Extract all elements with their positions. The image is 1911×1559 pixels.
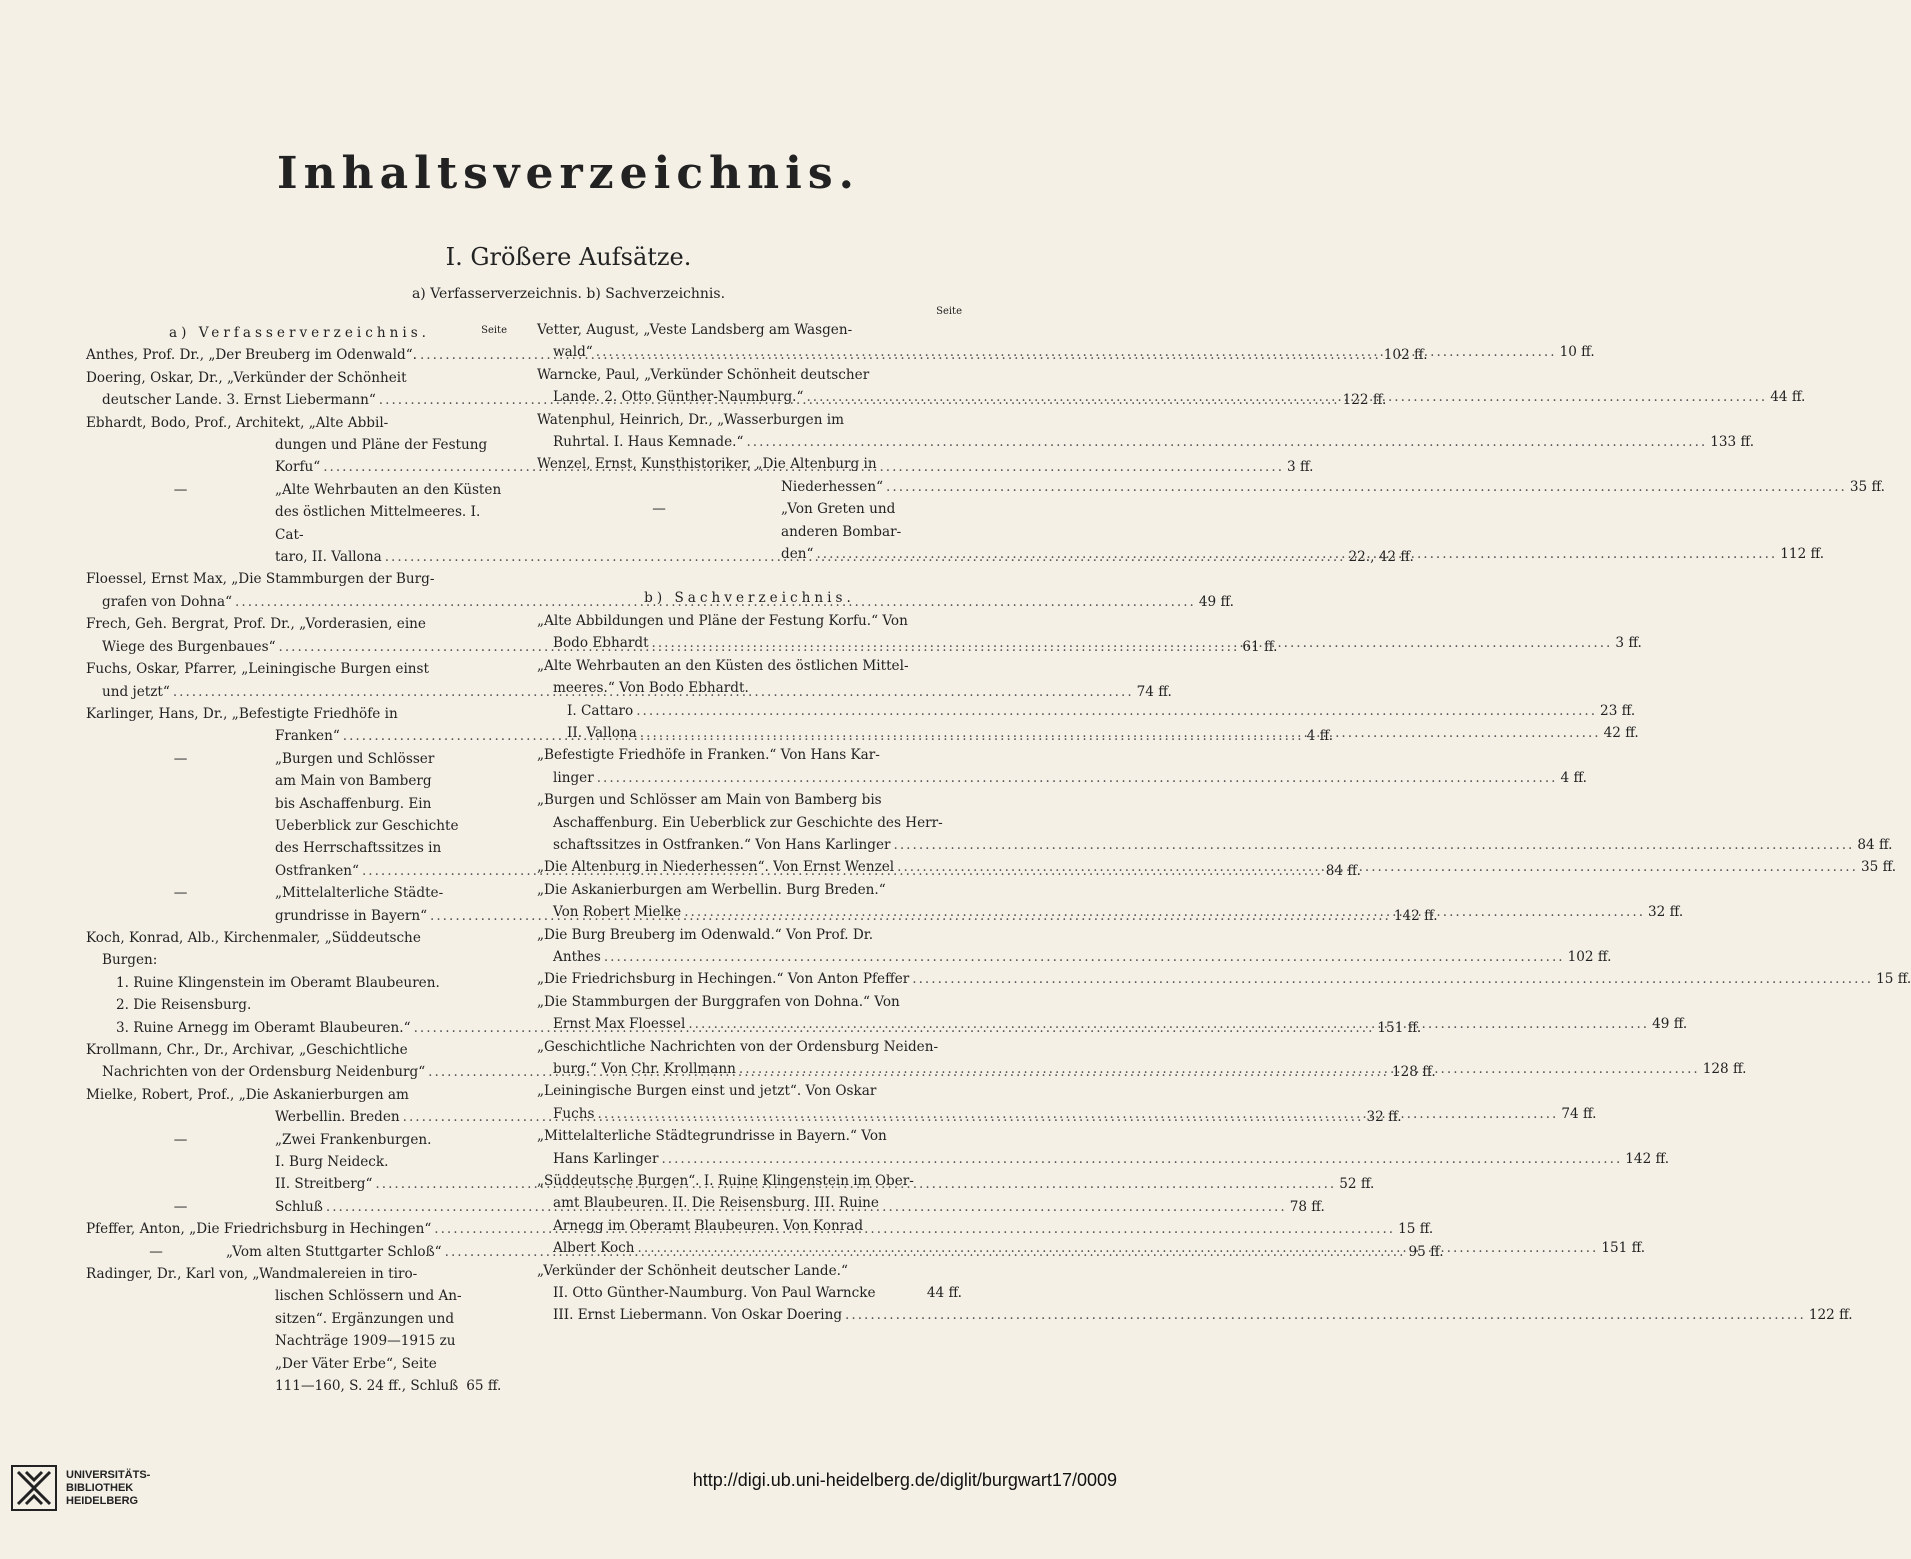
leader-dots [739,1058,1700,1080]
index-entry: Mielke, Robert, Prof., „Die Askanierburgen am [86,1086,409,1103]
index-entry-cont: lischen Schlössern und An- [275,1288,462,1305]
index-entry-cont [537,700,1636,722]
leader-dots [845,1304,1806,1326]
index-entry-cont [537,1304,1853,1326]
page-title: Inhaltsverzeichnis. [277,148,860,199]
entry-page: 15 ff. [1398,1221,1434,1238]
index-entry: Vetter, August, „Veste Landsberg am Wasgen- [537,322,853,338]
leader-dots [640,722,1601,744]
entry-text: Anthes, Prof. Dr., „Der Breuberg im Odenwald“. [86,347,417,364]
entry-text: „Alte Wehrbauten an den Küsten [275,481,502,498]
index-entry-cont [537,834,1893,856]
index-entry-cont [537,431,1755,453]
entry-page: 133 ff. [1710,434,1755,451]
entry-text: und jetzt“ [102,683,170,700]
entry-page: 128 ff. [1702,1061,1747,1077]
entry-text: „Vom alten Stuttgarter Schloß“ [226,1243,442,1260]
leader-dots [684,901,1645,923]
index-entry: Wenzel, Ernst, Kunsthistoriker, „Die Altenburg in [537,456,877,473]
entry-page: 74 ff. [1136,683,1172,700]
entry-page: 32 ff. [1648,904,1684,921]
index-entry: „Burgen und Schlösser am Main von Bamberg bis [537,792,882,809]
index-entry [86,344,1428,366]
entry-text: II. Streitberg“ [275,1176,373,1193]
index-entry [86,479,513,501]
index-entry: „Befestigte Friedhöfe in Franken.“ Von Hans Kar- [537,747,880,764]
index-entry: Watenphul, Heinrich, Dr., „Wasserburgen im [537,411,845,428]
ditto-dash: — [173,885,188,902]
index-entry-cont: Nachträge 1909—1915 zu [275,1333,456,1350]
index-entry: „Die Burg Breuberg im Odenwald.“ Von Prof. Dr. [537,926,874,943]
ditto-dash: — [149,1243,163,1260]
entry-text: grafen von Dohna“ [102,593,233,610]
entry-text: grundrisse in Bayern“ [275,907,428,924]
entry-text: Ostfranken“ [275,862,359,879]
entry-text: I. Cattaro [567,702,634,719]
index-entry [537,498,962,520]
entry-page: 142 ff. [1393,907,1438,924]
entry-text: II. Vallona [567,724,637,741]
entry-text: Albert Koch [553,1240,635,1257]
leader-dots [912,968,1873,990]
entry-text: Niederhessen“ [781,478,884,495]
subject-index-heading: b) Sachverzeichnis. [644,590,855,607]
entry-page: 74 ff. [1561,1105,1597,1122]
author-index-heading-text: a) Verfasserverzeichnis. [168,325,431,341]
index-entry: Doering, Oskar, Dr., „Verkünder der Schönheit [86,369,407,386]
index-entry: Frech, Geh. Bergrat, Prof. Dr., „Vorderasien, eine [86,616,426,633]
entry-page: 15 ff. [1876,971,1911,988]
index-entry-cont: 1. Ruine Klingenstein im Oberamt Blaubeuren. [116,974,440,991]
entry-page: 95 ff. [1408,1243,1444,1260]
index-entry-cont [537,476,1885,498]
entry-text: „Burgen und Schlösser [275,750,435,767]
index-entry: „Verkünder der Schönheit deutscher Lande.“ [537,1262,848,1279]
index-entry [86,882,513,904]
index-entry: „Die Stammburgen der Burggrafen von Dohna.“ Von [537,993,900,1010]
leader-dots [688,1013,1649,1035]
index-entry: Ebhardt, Bodo, Prof., Architekt, „Alte Abbil- [86,414,389,431]
entry-page: 44 ff. [926,1285,962,1302]
leader-dots [897,856,1858,878]
ditto-dash: — [173,1198,188,1215]
ditto-dash: — [173,481,188,498]
leader-dots [652,632,1613,654]
index-entry: „Mittelalterliche Städtegrundrisse in Bayern.“ Von [537,1128,887,1145]
index-entry: Karlinger, Hans, Dr., „Befestigte Friedhöfe in [86,705,398,722]
leader-dots [816,543,1777,565]
index-entry-cont: sitzen“. Ergänzungen und [275,1310,455,1327]
index-entry-cont [537,1058,1747,1080]
index-entry: „Alte Abbildungen und Pläne der Festung Korfu.“ Von [537,612,908,629]
library-seal-icon [10,1464,58,1512]
library-name-line: UNIVERSITÄTS- [66,1468,151,1481]
entry-text: Wiege des Burgenbaues“ [102,638,276,655]
index-entry-cont: 2. Die Reisensburg. [116,997,252,1014]
index-entry-cont: Burgen: [102,952,158,969]
entry-page: 78 ff. [1289,1198,1325,1215]
index-entry-cont [86,1375,513,1397]
entry-text: Nachrichten von der Ordensburg Neidenburg“ [102,1064,426,1081]
index-entry-cont [537,1148,1670,1170]
entry-text: 3. Ruine Arnegg im Oberamt Blaubeuren.“ [116,1019,411,1036]
entry-text: „Die Friedrichsburg in Hechingen.“ Von Anton Pfeffer [537,971,910,988]
entry-text: wald“ [553,344,593,361]
leader-dots [638,1237,1599,1259]
index-entry: Krollmann, Chr., Dr., Archivar, „Geschichtliche [86,1042,408,1058]
leader-dots [886,476,1847,498]
leader-dots [746,431,1707,453]
ditto-dash: — [173,750,188,767]
author-index-heading [86,322,513,344]
index-entry: Koch, Konrad, Alb., Kirchenmaler, „Süddeutsche [86,929,421,946]
index-entry [86,1129,513,1151]
index-entry-cont: Ueberblick zur Geschichte [275,817,459,834]
entry-text: „Die Altenburg in Niederhessen“. Von Ernst Wenzel [537,859,895,876]
entry-page: 42 ff. [1603,724,1639,741]
index-entry [537,968,1911,990]
entry-text: Fuchs [553,1105,595,1122]
entry-text: Ruhrtal. I. Haus Kemnade.“ [553,434,744,451]
library-name [66,1469,150,1508]
entry-text: deutscher Lande. 3. Ernst Liebermann“ [102,392,376,409]
index-entry: „Leiningische Burgen einst und jetzt“. Von Oskar [537,1083,877,1100]
index-entry-cont: des Herrschaftssitzes in [275,840,442,857]
index-entry-cont [537,946,1612,968]
ditto-dash: — [652,501,666,518]
leader-dots [598,1103,1559,1125]
leader-dots [636,700,1597,722]
entry-text: „Zwei Frankenburgen. [275,1131,432,1148]
section-title: I. Größere Aufsätze. [445,243,692,271]
entry-page: 102 ff. [1383,347,1428,364]
index-entry-cont: amt Blaubeuren. II. Die Reisensburg. III. Ruine [553,1195,879,1212]
index-entry-cont: bis Aschaffenburg. Ein [275,795,432,812]
ditto-dash: — [173,1131,188,1148]
entry-text: linger [553,769,594,786]
index-entry: Radinger, Dr., Karl von, „Wandmalereien in tiro- [86,1266,418,1283]
entry-text: Hans Karlinger [553,1150,659,1167]
index-entry-cont: am Main von Bamberg [275,773,432,790]
index-entry-cont [537,1282,962,1304]
entry-page: 112 ff. [1780,546,1825,563]
entry-text: 111—160, S. 24 ff., Schluß [275,1378,459,1395]
section-subtitle: a) Verfasserverzeichnis. b) Sachverzeichnis. [411,286,726,302]
index-entry: Warncke, Paul, „Verkünder Schönheit deutscher [537,366,870,383]
index-entry: „Geschichtliche Nachrichten von der Ordensburg Neiden- [537,1038,939,1055]
entry-page: 65 ff. [466,1378,502,1395]
entry-page: 151 ff. [1601,1240,1646,1257]
entry-text: Schluß [275,1198,323,1215]
entry-page: 4 ff. [1306,728,1334,745]
entry-page: 142 ff. [1625,1150,1670,1167]
entry-page: 102 ff. [1567,948,1612,965]
entry-text: „Von Greten und [781,501,896,518]
entry-page: 32 ff. [1366,1109,1402,1126]
entry-page: 49 ff. [1198,593,1234,610]
index-entry-cont: meeres.“ Von Bodo Ebhardt. [553,680,749,697]
entry-page: 44 ff. [1770,389,1806,406]
entry-page: 61 ff. [1242,638,1278,655]
entry-page: 52 ff. [1339,1176,1375,1193]
entry-page: 4 ff. [1560,769,1587,786]
entry-page: 128 ff. [1391,1064,1436,1081]
index-entry: Fuchs, Oskar, Pfarrer, „Leiningische Burgen einst [86,661,429,678]
index-entry-cont: des östlichen Mittelmeeres. I. Cat- [275,504,481,543]
index-entry-cont: Aschaffenburg. Ein Ueberblick zur Geschichte des Herr- [553,814,943,831]
index-entry-cont [537,767,1587,789]
entry-page: 84 ff. [1325,862,1361,879]
entry-text: schaftssitzes in Ostfranken.“ Von Hans Karlinger [553,836,891,853]
entry-text: burg.“ Von Chr. Krollmann [553,1061,736,1077]
entry-text: Ernst Max Floessel [553,1016,686,1033]
entry-text: „Mittelalterliche Städte- [275,885,444,902]
entry-page: 23 ff. [1600,702,1636,719]
entry-page: 10 ff. [1559,344,1595,361]
entry-page: 151 ff. [1377,1019,1422,1036]
index-entry: „Die Askanierburgen am Werbellin. Burg Breden.“ [537,881,886,898]
leader-dots [596,341,1557,363]
entry-page: 3 ff. [1615,635,1642,652]
entry-text: Pfeffer, Anton, „Die Friedrichsburg in Hechingen“ [86,1221,432,1238]
library-name-line: HEIDELBERG [66,1494,139,1507]
source-url[interactable]: http://digi.ub.uni-heidelberg.de/diglit/burgwart17/0009 [692,1470,1117,1490]
entry-text: Lande. 2. Otto Günther-Naumburg.“ [553,389,804,406]
entry-text: Franken“ [275,728,340,745]
entry-text: Von Robert Mielke [553,904,682,921]
index-entry-cont: I. Burg Neideck. [275,1154,389,1171]
entry-text: II. Otto Günther-Naumburg. Von Paul Warncke [553,1285,876,1302]
entry-page: 3 ff. [1287,459,1314,476]
page-column-label: Seite [481,325,507,336]
entry-text: III. Ernst Liebermann. Von Oskar Doering [553,1307,843,1324]
entry-page: 122 ff. [1342,392,1387,409]
library-name-line: BIBLIOTHEK [66,1481,134,1494]
leader-dots [597,767,1558,789]
entry-text: Werbellin. Breden [275,1109,400,1126]
index-entry: „Alte Wehrbauten an den Küsten des östlichen Mittel- [537,657,909,674]
library-logo [10,1458,190,1518]
leader-dots [661,1148,1622,1170]
index-entry-cont: anderen Bombar- [781,523,902,540]
entry-text: Bodo Ebhardt [553,635,649,652]
entry-page: 122 ff. [1808,1307,1853,1324]
leader-dots [894,834,1855,856]
leader-dots [806,386,1767,408]
entry-page: 35 ff. [1860,859,1897,876]
page-column-label: Seite [936,306,962,317]
leader-dots [604,946,1565,968]
entry-text: taro, II. Vallona [275,549,382,566]
entry-page: 35 ff. [1849,478,1885,495]
entry-text: den“ [781,546,814,563]
entry-page: 22., 42 ff. [1348,549,1414,566]
index-entry: „Süddeutsche Burgen“. I. Ruine Klingenstein im Ober- [537,1173,914,1190]
index-entry: Floessel, Ernst Max, „Die Stammburgen der Burg- [86,571,435,588]
index-entry-cont: Arnegg im Oberamt Blaubeuren. Von Konrad [553,1217,864,1234]
spacer [537,565,962,587]
entry-text: Anthes [553,948,601,965]
entry-text: Korfu“ [275,459,321,476]
entry-page: 84 ff. [1857,836,1893,853]
index-entry-cont: dungen und Pläne der Festung [275,437,488,454]
index-entry [86,748,513,770]
entry-page: 49 ff. [1652,1016,1688,1033]
index-entry-cont: „Der Väter Erbe“, Seite [275,1355,437,1372]
